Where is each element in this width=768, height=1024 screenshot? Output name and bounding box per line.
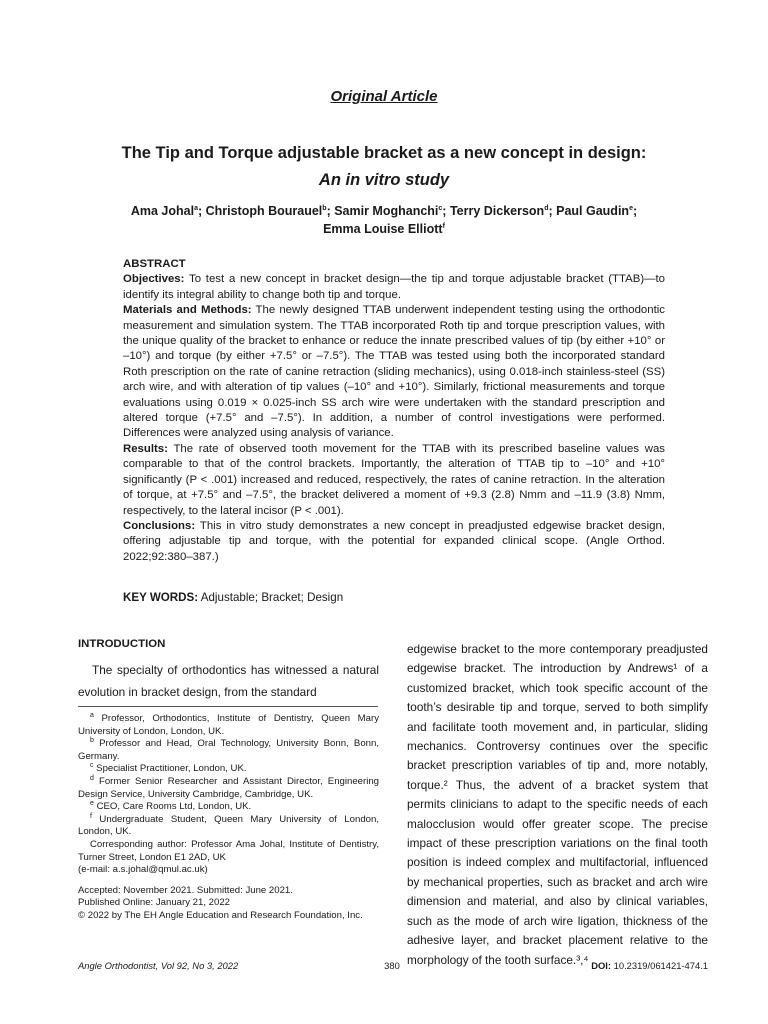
corresponding-author: Corresponding author: Professor Ama Johal, Institute of Dentistry, Turner Street, London E1 2AD, UK [78, 838, 379, 863]
author: Christoph Bourauel$^b$; [205, 204, 335, 218]
author: Paul Gaudin$^e$; [556, 204, 638, 218]
author: Emma Louise Elliott$^f$ [323, 222, 445, 236]
doi[interactable]: DOI: 10.2319/061421-474.1 [591, 960, 708, 971]
abstract [123, 257, 665, 565]
author: Ama Johal$^a$; [130, 204, 206, 218]
author-list [60, 202, 708, 238]
introduction-paragraph-left: The specialty of orthodontics has witnessed a natural evolution in bracket design, from the standard [78, 663, 379, 699]
abstract-objectives: Objectives: To test a new concept in bracket design—the tip and torque adjustable bracket (TTAB)—to identify its integral ability to change both tip and torque. [123, 273, 665, 301]
affiliation-footnote: $^b$ Professor and Head, Oral Technology, University Bonn, Bonn, Germany. [78, 737, 379, 762]
footnotes [78, 713, 379, 923]
author: Terry Dickerson$^d$; [449, 204, 557, 218]
article-subtitle: An in vitro study [318, 171, 450, 189]
published-date: Published Online: January 21, 2022 [78, 897, 231, 909]
abstract-results: Results: The rate of observed tooth movement for the TTAB with its prescribed baseline values was comparable to that of the control brackets. Importantly, the alteration of TTAB tip to –10° and +10° significantly (P < .001) increased and reduced, respectively, the rates of canine retraction. In the alteration of torque, at +7.5° and –7.5°, the bracket delivered a moment of +9.3 (2.8) Nmm and –11.9 (3.8) Nmm, respectively, to the lateral incisor (P < .001). [123, 442, 665, 517]
author-email: (e-mail: a.s.johal@qmul.ac.uk) [78, 864, 208, 876]
abstract-methods: Materials and Methods: The newly designed TTAB underwent independent testing using the orthodontic measurement and simulation system. The TTAB incorporated Roth tip and torque prescription values, with the unique quality of the bracket to enhance or reduce the innate prescribed values of tip (by either +10° or –10°) and torque (by either +7.5° or –7.5°). The TTAB was tested using both the incorporated standard Roth prescription on the rate of canine retraction (sliding mechanics), using 0.018-inch stainless-steel (SS) arch wire, and with alteration of tip values (–10° and +10°). Similarly, frictional measurements and torque evaluations using 0.019 × 0.025-inch SS arch wire were undertaken with the standard prescription and altered torque (+7.5° and –7.5°). In addition, a number of control investigations were performed. Differences were analyzed using analysis of variance. [123, 304, 665, 440]
keywords: KEY WORDS: Adjustable; Bracket; Design [123, 591, 344, 604]
introduction-paragraph-right: edgewise bracket to the more contemporary preadjusted edgewise bracket. The introduction by Andrews¹ of a customized bracket, which took specific account of the tooth’s desirable tip and torque, served to both simplify and facilitate tooth movement and, in particular, sliding mechanics. Controversy continues over the specific bracket prescription variables of tip and, more notably, torque.² Thus, the advent of a bracket system that permits clinicians to adapt to the specific needs of each malocclusion would offer greater scope. The precise impact of these prescription variations on the final tooth position is indeed complex and multifactorial, influenced by mechanical properties, such as bracket and arch wire dimension and material, and also by clinical variables, such as the mode of arch wire ligation, thickness of the adhesive layer, and bracket placement relative to the morphology of the tooth surface.³,⁴ [407, 642, 708, 967]
introduction-heading: INTRODUCTION [78, 638, 166, 650]
accepted-date: Accepted: November 2021. Submitted: June 2021. [78, 884, 293, 896]
affiliation-footnote: $^a$ Professor, Orthodontics, Institute of Dentistry, Queen Mary University of London, London, UK. [78, 711, 379, 737]
section-label: Original Article [330, 88, 438, 105]
page-number: 380 [384, 960, 400, 971]
copyright-notice: © 2022 by The EH Angle Education and Research Foundation, Inc. [78, 909, 363, 921]
journal-citation: Angle Orthodontist, Vol 92, No 3, 2022 [78, 960, 239, 971]
affiliation-footnote: $^e$ CEO, Care Rooms Ltd, London, UK. [90, 799, 252, 813]
affiliation-footnote: $^d$ Former Senior Researcher and Assistant Director, Engineering Design Service, University Cambridge, Cambridge, UK. [78, 774, 379, 800]
abstract-heading: ABSTRACT [123, 258, 186, 270]
author: Samir Moghanchi$^c$; [334, 204, 450, 218]
affiliation-footnote: $^f$ Undergraduate Student, Queen Mary University of London, London, UK. [78, 812, 379, 838]
footnote-divider [78, 706, 378, 707]
article-title: The Tip and Torque adjustable bracket as a new concept in design: [121, 144, 647, 162]
affiliation-footnote: $^c$ Specialist Practitioner, London, UK. [90, 762, 247, 775]
abstract-conclusions: Conclusions: This in vitro study demonstrates a new concept in preadjusted edgewise bracket design, offering adjustable tip and torque, with the potential for expanded clinical scope. (Angle Orthod. 2022;92:380–387.) [123, 519, 665, 563]
